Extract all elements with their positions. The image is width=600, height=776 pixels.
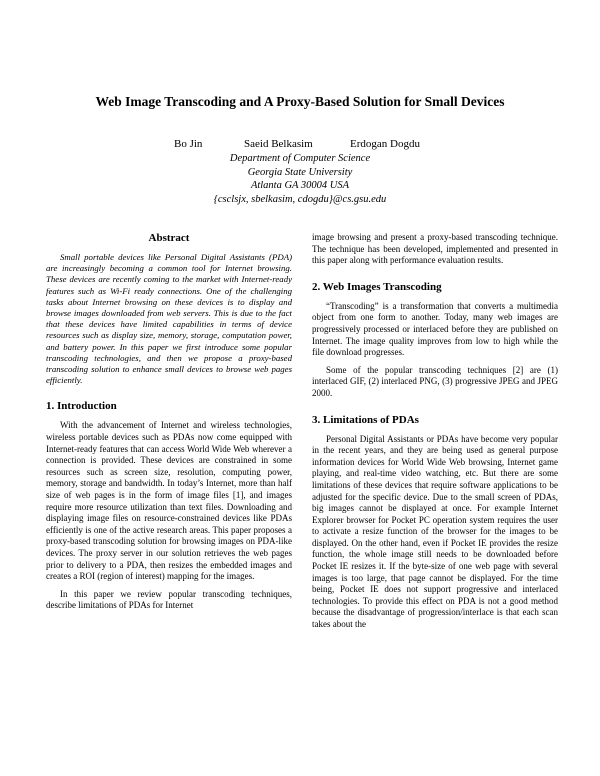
address: Atlanta GA 30004 USA: [250, 180, 350, 191]
university: Georgia State University: [247, 166, 353, 178]
intro-continuation: image browsing and present a proxy-based transcoding technique. The technique has been developed, implemented and presented in this paper along with performance evaluation results.: [312, 232, 558, 266]
affiliation: [0, 152, 600, 206]
department: Department of Computer Science: [229, 153, 371, 164]
author-name: Bo Jin: [174, 138, 203, 150]
author-name: Erdogan Dogdu: [350, 138, 420, 150]
section-heading-transcoding: 2. Web Images Transcoding: [312, 280, 442, 293]
author-name: Saeid Belkasim: [244, 138, 313, 150]
limitations-paragraph-1: Personal Digital Assistants or PDAs have become very popular in the recent years, and they are being used as general purpose information devices for World Wide Web browsing, Internet game playing, and real-time video watching, etc. But there are some limitations of these devices that require software applications to be adjusted for the specific device. Due to the small screen of PDAs, big images cannot be displayed at once. For example Internet Explorer browser for Pocket PC operation system requires the user to activate a resize function of the browser for the images to be displayed. On the other hand, even if Pocket IE provides the resize function, the whole image still needs to be downloaded before Pocket IE resizes it. If the byte-size of one web page with several images is too large, that page cannot be displayed. For the time being, Pocket IE does not support progressive and interlaced technologies. To provide this effect on PDA is not a good method because the disadvantage of progression/interlace is that each scan takes about the: [312, 433, 558, 630]
paper-title: Web Image Transcoding and A Proxy-Based Solution for Small Devices: [95, 94, 505, 109]
right-column: [312, 232, 558, 637]
intro-paragraph-2: In this paper we review popular transcoding techniques, describe limitations of PDAs for Internet: [46, 588, 292, 611]
section-heading-introduction: 1. Introduction: [46, 400, 117, 413]
transcoding-paragraph-2: Some of the popular transcoding techniques [2] are (1) interlaced GIF, (2) interlaced PNG, (3) progressive JPEG and JPEG 2000.: [312, 364, 558, 398]
abstract-heading: Abstract: [148, 232, 190, 244]
author-list: [0, 138, 600, 152]
transcoding-paragraph-1: “Transcoding” is a transformation that converts a multimedia object from one form to another. Today, many web images are progressively processed or interlaced before they are published on Internet. The image quality improves from low to high while the file download progresses.: [312, 300, 558, 358]
left-column: [46, 232, 292, 618]
section-heading-limitations: 3. Limitations of PDAs: [312, 413, 419, 426]
abstract-text: Small portable devices like Personal Digital Assistants (PDA) are increasingly becoming a common tool for Internet browsing. These devices are recently coming to the market with Internet-ready features such as Wi-Fi ready connections. One of the challenging tasks about Internet browsing on these devices is to display and browse images downloaded from web servers. This is due to the fact that these devices have limited capabilities in terms of device resources such as display size, memory, storage, computation power, and battery power. In this paper we first introduce some popular transcoding technologies, and then we propose a proxy-based transcoding solution to enhance small devices to browse web pages efficiently.: [46, 252, 292, 386]
intro-paragraph-1: With the advancement of Internet and wireless technologies, wireless portable devices such as PDAs now come equipped with Internet-ready features that can access World Wide Web wherever a connection is provided. These devices are constrained in some resources such as screen size, resolution, computing power, memory, storage and bandwidth. In today’s Internet, more than half size of web pages is in the form of image files [1], and images require more resource utilization than text files. Downloading and displaying image files on resource-constrained devices like PDAs efficiently is one of the active research areas. This paper proposes a proxy-based transcoding solution for browsing images on PDA-like devices. The proxy server in our solution retrieves the web pages prior to delivery to a PDA, then resizes the embedded images and creates a ROI (region of interest) mapping for the images.: [46, 420, 292, 582]
email-addresses: {csclsjx, sbelkasim, cdogdu}@cs.gsu.edu: [213, 193, 387, 205]
